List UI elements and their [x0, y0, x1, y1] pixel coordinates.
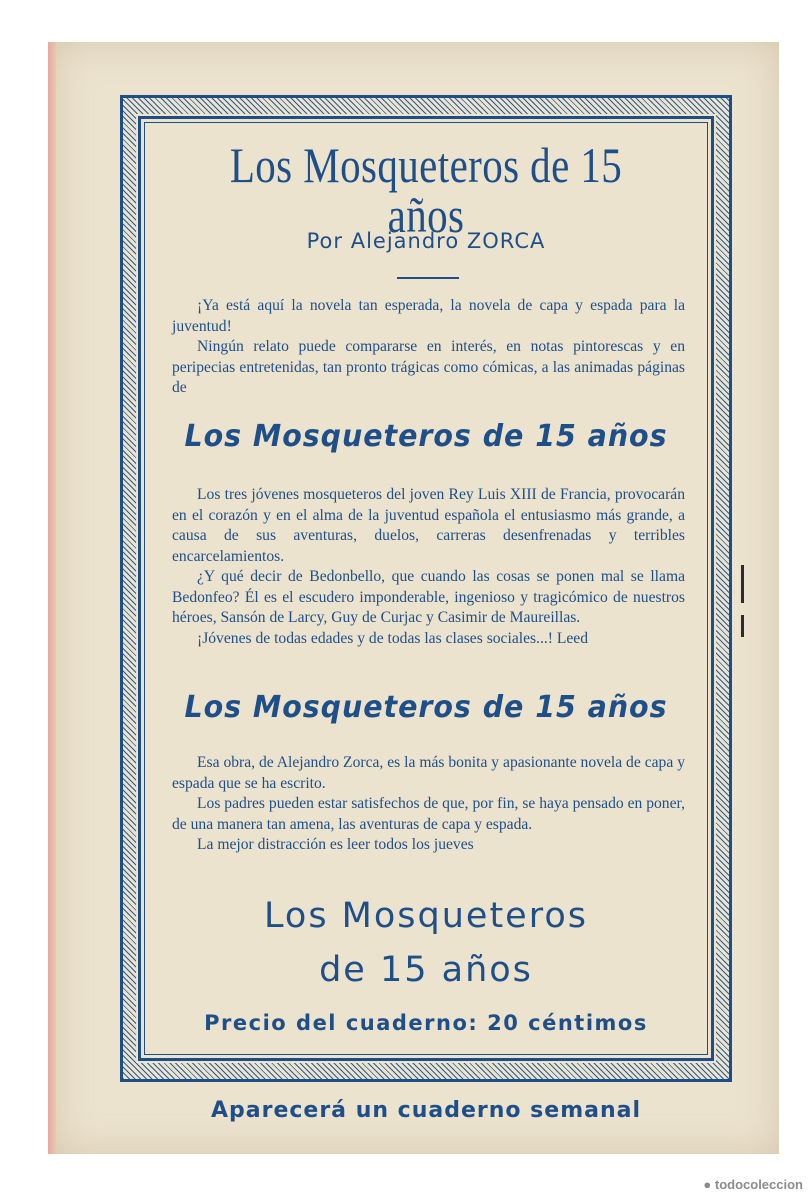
- intro-paragraph: ¡Ya está aquí la novela tan esperada, la novela de capa y espada para la juventud!: [172, 297, 685, 335]
- middle-paragraph: Los tres jóvenes mosqueteros del joven Rey Luis XIII de Francia, provocarán en el corazón y en el alma de la juventud española el entusiasmo más grande, a causa de sus aventuras, duelos, carreras desenfrenadas y terribles encarcelamientos.: [172, 486, 685, 565]
- author-line: Por Alejandro ZORCA: [306, 229, 546, 253]
- binding-mark: [741, 565, 744, 603]
- price-line: Precio del cuaderno: 20 céntimos: [204, 1011, 648, 1035]
- title-repeat: Los Mosqueteros de 15 años: [184, 419, 668, 454]
- closing-paragraph: Esa obra, de Alejandro Zorca, es la más bonita y apasionante novela de capa y espada que se ha escrito.: [172, 754, 685, 792]
- intro-text: [172, 296, 685, 399]
- middle-text: [172, 485, 685, 649]
- binding-mark: [741, 615, 744, 637]
- paper-edge: [48, 42, 56, 1154]
- title-repeat: Los Mosqueteros de 15 años: [184, 690, 668, 725]
- final-title-line-1: Los Mosqueteros: [264, 896, 588, 936]
- closing-paragraph: Los padres pueden estar satisfechos de que, por fin, se haya pensado en poner, de una manera tan amena, las aventuras de capa y espada.: [172, 795, 685, 833]
- watermark-logo-icon: ●: [703, 1177, 712, 1192]
- closing-paragraph: La mejor distracción es leer todos los jueves: [197, 836, 474, 853]
- middle-paragraph: ¿Y qué decir de Bedonbello, que cuando las cosas se ponen mal se llama Bedonfeo? Él es el escudero imponderable, ingenioso y tragicómico de nuestros héroes, Sansón de Larcy, Guy de Curjac y Casimir de Maureillas.: [172, 568, 685, 626]
- divider-rule: [397, 277, 459, 279]
- closing-text: [172, 753, 685, 856]
- watermark-text: todocoleccion: [714, 1177, 803, 1192]
- main-title: Los Mosqueteros de 15 años: [229, 137, 623, 243]
- intro-paragraph: Ningún relato puede compararse en interés, en notas pintorescas y en peripecias entretenidas, tan pronto trágicas como cómicas, a las animadas páginas de: [172, 338, 685, 396]
- footer-announcement: Aparecerá un cuaderno semanal: [210, 1098, 642, 1123]
- middle-paragraph: ¡Jóvenes de todas edades y de todas las clases sociales...! Leed: [197, 629, 589, 647]
- watermark: [703, 1177, 803, 1192]
- final-title-line-2: de 15 años: [319, 950, 533, 990]
